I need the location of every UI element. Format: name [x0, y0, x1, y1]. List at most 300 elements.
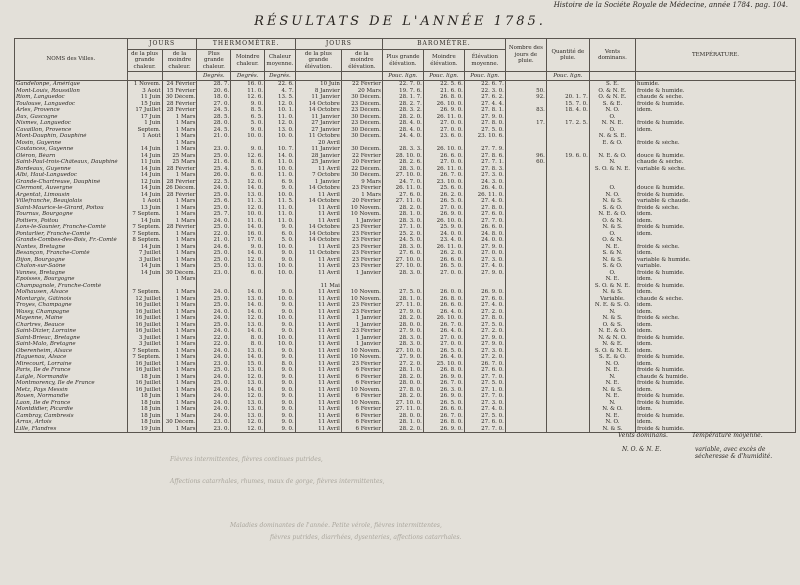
cell-hb: 10 Juin — [295, 81, 341, 88]
cell-pavg: 26. 7. 0. — [464, 361, 505, 368]
cell-pmax: 24. 5. 0. — [382, 237, 423, 244]
cell-lb: 20 Février — [341, 159, 382, 166]
cell-min: 13. 0. — [231, 263, 265, 270]
cell-cold: 1 Mars — [162, 263, 197, 270]
header-jours-elevation: de la plus grande élévation. — [295, 50, 341, 72]
cell-pmax: 28. 2. 0. — [382, 114, 423, 121]
cell-lb: 6 Février — [341, 367, 382, 374]
header-barometre: BAROMÈTRE. — [382, 39, 505, 50]
cell-max: 25. 7. — [197, 211, 231, 218]
cell-max: 24. 0. — [197, 348, 231, 355]
cell-min: 8. 0. — [231, 335, 265, 342]
cell-qty: 18. 4. 0. — [546, 107, 589, 114]
cell-temp: chaude & humide. — [636, 374, 796, 381]
cell-cold: 1 Mars — [162, 198, 197, 205]
cell-temp: variable & sèche. — [636, 166, 796, 173]
cell-hot: 16 Juillet — [127, 387, 162, 394]
cell-city: Mont-Louis, Roussillon — [15, 88, 128, 95]
cell-temp: variable & humide. — [636, 257, 796, 264]
cell-hot: 14 Juin — [127, 172, 162, 179]
cell-hb: 8 Janvier — [295, 88, 341, 95]
cell-wind: N. — [589, 309, 635, 316]
cell-city: Montmorency, Île de France — [15, 380, 128, 387]
cell-max: 24. 0. — [197, 185, 231, 192]
cell-hb: 11 Avril — [295, 406, 341, 413]
cell-hot: 16 Juillet — [127, 315, 162, 322]
cell-hb: 14 Octobre — [295, 231, 341, 238]
cell-temp: idem. — [636, 419, 796, 426]
cell-avg: 13. 5. — [265, 94, 296, 101]
cell-city: Rouen, Normandie — [15, 393, 128, 400]
cell-pmin: 26. 6. 0. — [423, 153, 464, 160]
cell-hb: 28 Janvier — [295, 153, 341, 160]
cell-max: 28. 0. — [197, 120, 231, 127]
cell-pmin: 26. 7. 0. — [423, 380, 464, 387]
cell-city: Champagnole, Franche-Comté — [15, 283, 128, 290]
cell-pavg: 26. 9. 0. — [464, 289, 505, 296]
cell-hb: 11 Mai — [295, 283, 341, 290]
cell-temp: froide & humide. — [636, 224, 796, 231]
cell-cold: 28 Février — [162, 101, 197, 108]
cell-qty: 19. 6. 0. — [546, 153, 589, 160]
cell-pmax: 28. 2. 0. — [382, 205, 423, 212]
cell-pavg: 27. 4. 0. — [464, 263, 505, 270]
cell-max: 27. 0. — [197, 101, 231, 108]
cell-rain: 83. — [505, 107, 546, 114]
header-plus-grande-elevation: Plus grande élévation. — [382, 50, 423, 72]
cell-wind: N. E. — [589, 393, 635, 400]
cell-pavg: 26. 6. 0. — [464, 224, 505, 231]
cell-wind: O. — [589, 270, 635, 277]
cell-lb: 1 Janvier — [341, 315, 382, 322]
cell-hb: 11 Avril — [295, 413, 341, 420]
cell-pmin: 26. 2. 0. — [423, 192, 464, 199]
cell-pmin: 26. 9. 0. — [423, 393, 464, 400]
cell-city: Oberenheim, Alsace — [15, 348, 128, 355]
cell-pavg: 27. 7. 0. — [464, 218, 505, 225]
cell-min: 6. 5. — [231, 114, 265, 121]
cell-pmin: 26. 9. 0. — [423, 107, 464, 114]
cell-hot: 8 Septem. — [127, 237, 162, 244]
cell-wind: N. & S. — [589, 426, 635, 433]
cell-lb: 10 Novem. — [341, 354, 382, 361]
cell-rain: 60. — [505, 159, 546, 166]
cell-temp: variable & chaude. — [636, 198, 796, 205]
cell-pavg: 27. 5. 0. — [464, 380, 505, 387]
cell-pavg: 27. 6. 0. — [464, 367, 505, 374]
cell-pmax: 28. 0. 0. — [382, 380, 423, 387]
cell-hb: 11 Avril — [295, 335, 341, 342]
cell-pmin: 26. 8. 0. — [423, 94, 464, 101]
cell-wind: N. & S. E. — [589, 133, 635, 140]
cell-wind: N. & S. — [589, 387, 635, 394]
cell-rain: 96. — [505, 153, 546, 160]
cell-pmin: 26. 7. 0. — [423, 172, 464, 179]
cell-rain: 17. — [505, 120, 546, 127]
cell-avg: 9. 0. — [265, 413, 296, 420]
cell-min: 12. 0. — [231, 374, 265, 381]
cell-cold: 1 Mars — [162, 231, 197, 238]
cell-avg: 10. 0. — [265, 315, 296, 322]
cell-city: Bordeaux, Guyenne — [15, 166, 128, 173]
cell-cold: 1 Mars — [162, 296, 197, 303]
cell-hot: 16 Juillet — [127, 322, 162, 329]
cell-min: 12. 0. — [231, 419, 265, 426]
cell-hb: 11 Avril — [295, 367, 341, 374]
cell-max: 24. 5. — [197, 127, 231, 134]
cell-cold: 1 Mars — [162, 205, 197, 212]
cell-cold: 28 Février — [162, 107, 197, 114]
cell-city: Mirecourt, Lorraine — [15, 361, 128, 368]
cell-lb: 20 Mars — [341, 88, 382, 95]
cell-lb: 6 Février — [341, 374, 382, 381]
cell-hot: 14 Juin — [127, 146, 162, 153]
table-body — [15, 81, 796, 433]
cell-hb: 11 Avril — [295, 270, 341, 277]
cell-pmin: 26. 11. 0. — [423, 166, 464, 173]
cell-pavg: 27. 3. 0. — [464, 348, 505, 355]
cell-min: 5. 0. — [231, 120, 265, 127]
cell-pmin: 23. 10. 0. — [423, 179, 464, 186]
cell-pavg: 27. 2. 0. — [464, 328, 505, 335]
cell-wind: N. E. & S. O. — [589, 302, 635, 309]
cell-temp: froide & humide. — [636, 120, 796, 127]
cell-temp: froide & humide. — [636, 88, 796, 95]
cell-pmin: 26. 10. 0. — [423, 315, 464, 322]
cell-pmax: 28. 3. 2. — [382, 107, 423, 114]
cell-hb: 11 Avril — [295, 244, 341, 251]
cell-city: Vannes, Bretagne — [15, 270, 128, 277]
cell-temp: froide & humide. — [636, 283, 796, 290]
cell-max: 24. 0. — [197, 413, 231, 420]
cell-pavg: 27. 8. 3. — [464, 166, 505, 173]
faded-text-line: fièvres putrides, diarrhées, dysenteries, affections catarrhales. — [270, 534, 462, 541]
cell-pavg: 27. 6. 0. — [464, 211, 505, 218]
cell-pmin: 26. 6. 0. — [423, 406, 464, 413]
cell-avg: 9. 0. — [265, 257, 296, 264]
cell-temp: idem. — [636, 348, 796, 355]
cell-hb: 7 Octobre — [295, 172, 341, 179]
cell-pavg: 27. 5. 0. — [464, 413, 505, 420]
cell-avg: 10. 1. — [265, 107, 296, 114]
cell-wind: S. E. — [589, 81, 635, 88]
cell-cold: 1 Mars — [162, 341, 197, 348]
cell-avg: 14. 0. — [265, 153, 296, 160]
cell-avg: 6. 0. — [265, 231, 296, 238]
cell-hb: 14 Octobre — [295, 101, 341, 108]
cell-hot: 16 Juillet — [127, 367, 162, 374]
cell-avg: 9. 0. — [265, 367, 296, 374]
cell-temp: froide & sèche. — [636, 205, 796, 212]
cell-min: 9. 0. — [231, 244, 265, 251]
cell-avg: 12. 0. — [265, 101, 296, 108]
results-table — [14, 38, 796, 433]
cell-city: Saint-Malo, Bretagne — [15, 341, 128, 348]
cell-pmax: 28. 0. 0. — [382, 322, 423, 329]
cell-pmax: 28. 3. 0. — [382, 341, 423, 348]
cell-cold: 26 Décem. — [162, 185, 197, 192]
cell-pmin: 23. 6. 0. — [423, 133, 464, 140]
cell-max: 21. 0. — [197, 133, 231, 140]
cell-min: 13. 0. — [231, 296, 265, 303]
cell-avg: 9. 0. — [265, 354, 296, 361]
cell-lb: 10 Novem. — [341, 400, 382, 407]
cell-avg: 11. 0. — [265, 114, 296, 121]
cell-pmax: 27. 10. 0. — [382, 263, 423, 270]
cell-max: 21. 0. — [197, 237, 231, 244]
cell-city: Montdidier, Picardie — [15, 406, 128, 413]
cell-hot: 16 Juillet — [127, 361, 162, 368]
cell-lb: 1 Janvier — [341, 341, 382, 348]
cell-cold: 1 Mars — [162, 276, 197, 283]
cell-hb: 11 Avril — [295, 341, 341, 348]
cell-wind: S. & O. — [589, 205, 635, 212]
cell-min: 5. 0. — [231, 166, 265, 173]
cell-hb: 11 Octobre — [295, 250, 341, 257]
cell-hot: 13 Juin — [127, 205, 162, 212]
cell-pavg: 27. 9. 0. — [464, 270, 505, 277]
cell-temp: douce & humide. — [636, 153, 796, 160]
cell-city: Mayenne, Maine — [15, 315, 128, 322]
cell-avg: 11. 0. — [265, 218, 296, 225]
cell-lb: 10 Novem. — [341, 348, 382, 355]
cell-pmax: 27. 10. 0. — [382, 172, 423, 179]
cell-avg: 9. 0. — [265, 328, 296, 335]
cell-lb: 23 Février — [341, 250, 382, 257]
header-jours: JOURS — [127, 39, 197, 50]
cell-hb: 11 Avril — [295, 380, 341, 387]
cell-cold: 1 Mars — [162, 328, 197, 335]
cell-temp: froide & sèche. — [636, 140, 796, 147]
cell-min: 11. 3. — [231, 198, 265, 205]
cell-hot: 1 Novem. — [127, 81, 162, 88]
cell-hot: 14 Juin — [127, 153, 162, 160]
cell-max: 25. 0. — [197, 380, 231, 387]
cell-pavg: 27. 3. 0. — [464, 400, 505, 407]
cell-cold: 1 Mars — [162, 127, 197, 134]
cell-avg: 11. 0. — [265, 211, 296, 218]
cell-pmax: 26. 11. 0. — [382, 185, 423, 192]
cell-lb: 23 Décem. — [341, 120, 382, 127]
cell-lb: 30 Décem. — [341, 146, 382, 153]
cell-pmin: 26. 6. 0. — [423, 302, 464, 309]
cell-hot: 17 Juillet — [127, 107, 162, 114]
cell-pavg: 24. 3. 0. — [464, 179, 505, 186]
cell-pmin: 26. 10. 0. — [423, 101, 464, 108]
cell-min: 11. 0. — [231, 88, 265, 95]
cell-temp: idem. — [636, 341, 796, 348]
cell-lb: 10 Novem. — [341, 205, 382, 212]
cell-max: 24. 0. — [197, 387, 231, 394]
cell-hot: 15 Juin — [127, 101, 162, 108]
cell-lb: 6 Février — [341, 393, 382, 400]
cell-city: Grande-Chartreuse, Dauphiné — [15, 179, 128, 186]
cell-cold: 1 Mars — [162, 133, 197, 140]
cell-temp: froide & humide. — [636, 335, 796, 342]
cell-pmax: 27. 9. 0. — [382, 354, 423, 361]
cell-pavg: 27. 8. 6. — [464, 153, 505, 160]
cell-lb: 23 Février — [341, 244, 382, 251]
cell-temp: douce & humide. — [636, 185, 796, 192]
cell-lb: 6 Février — [341, 426, 382, 433]
cell-hb: 14 Octobre — [295, 224, 341, 231]
cell-max: 24. 0. — [197, 406, 231, 413]
cell-avg: 22. 6. — [265, 81, 296, 88]
cell-lb: 23 Décem. — [341, 101, 382, 108]
cell-hb: 11 Avril — [295, 419, 341, 426]
cell-hot: 18 Juin — [127, 393, 162, 400]
cell-pavg: 27. 4. 4. — [464, 101, 505, 108]
cell-city: Riom, Languedoc — [15, 94, 128, 101]
cell-pavg: 27. 9. 0. — [464, 341, 505, 348]
cell-max: 25. 6. — [197, 198, 231, 205]
cell-rain: 92. — [505, 94, 546, 101]
cell-city: Albi, Haut-Languedoc — [15, 172, 128, 179]
cell-pavg: 24. 8. 0. — [464, 231, 505, 238]
cell-pmax: 28. 3. 0. — [382, 335, 423, 342]
cell-wind: N. E. & O. — [589, 328, 635, 335]
cell-min: 15. 0. — [231, 361, 265, 368]
cell-avg: 10. 0. — [265, 270, 296, 277]
cell-min: 12. 0. — [231, 315, 265, 322]
cell-hb: 11 Avril — [295, 426, 341, 433]
cell-cold: 30 Décem. — [162, 419, 197, 426]
cell-lb: 30 Décem. — [341, 94, 382, 101]
cell-temp: idem. — [636, 328, 796, 335]
table-row — [15, 81, 796, 88]
cell-temp: froide & humide. — [636, 393, 796, 400]
cell-city: Saint-Dizier, Lorraine — [15, 328, 128, 335]
cell-hot: 1 Août — [127, 133, 162, 140]
cell-wind: N. & O. — [589, 406, 635, 413]
cell-hb: 14 Octobre — [295, 198, 341, 205]
cell-rain: 50. — [505, 88, 546, 95]
cell-hot: 18 Juin — [127, 419, 162, 426]
cell-min: 13. 0. — [231, 348, 265, 355]
cell-qty — [546, 81, 589, 88]
cell-min: 12. 0. — [231, 393, 265, 400]
cell-pmax: 28. 4. 0. — [382, 127, 423, 134]
cell-city: Paris, Île de France — [15, 367, 128, 374]
cell-hot: 1 Juin — [127, 120, 162, 127]
cell-hot: 7 Septem. — [127, 224, 162, 231]
cell-max: 25. 0. — [197, 263, 231, 270]
cell-cold: 1 Mars — [162, 413, 197, 420]
cell-pavg: 27. 5. 0. — [464, 322, 505, 329]
cell-pmin: 25. 10. 0. — [423, 361, 464, 368]
cell-temp: froide & humide. — [636, 380, 796, 387]
cell-avg: 5. 0. — [265, 237, 296, 244]
cell-city: Saint-Brieuc, Bretagne — [15, 335, 128, 342]
cell-hot: Septem. — [127, 127, 162, 134]
cell-pmin: 27. 0. 0. — [423, 120, 464, 127]
cell-cold: 1 Mars — [162, 309, 197, 316]
cell-wind: O. & S. — [589, 322, 635, 329]
cell-city: Chartres, Beauce — [15, 322, 128, 329]
cell-lb: 10 Novem. — [341, 296, 382, 303]
cell-wind: O. — [589, 127, 635, 134]
unit-degres: Degrés. — [265, 72, 296, 81]
cell-city: Lons-le-Saunier, Franche-Comté — [15, 224, 128, 231]
cell-pavg: 27. 6. 2. — [464, 94, 505, 101]
cell-city: Lille, Flandres — [15, 426, 128, 433]
cell-city: Metz, Pays Messin — [15, 387, 128, 394]
header-nombre-pluie: Nombre des jours de pluie. — [505, 39, 546, 72]
table-row — [15, 354, 796, 361]
cell-cold: 1 Mars — [162, 250, 197, 257]
header-plus-grande-chaleur: Plus grande chaleur. — [197, 50, 231, 72]
cell-city: Wassy, Champagne — [15, 309, 128, 316]
cell-max: 25. 0. — [197, 296, 231, 303]
cell-max: 25. 0. — [197, 250, 231, 257]
cell-pavg: 27. 9. 0. — [464, 244, 505, 251]
cell-cold: 1 Mars — [162, 361, 197, 368]
cell-city: Villefranche, Beaujolais — [15, 198, 128, 205]
cell-hb: 11 Avril — [295, 302, 341, 309]
cell-avg: 11. 0. — [265, 205, 296, 212]
cell-pmin: 26. 9. 0. — [423, 374, 464, 381]
cell-temp: chaude & sèche. — [636, 159, 796, 166]
cell-cold: 1 Mars — [162, 289, 197, 296]
cell-temp: froide & humide. — [636, 354, 796, 361]
cell-pmax: 28. 2. 6. — [382, 159, 423, 166]
cell-pmin: 21. 6. 0. — [423, 88, 464, 95]
cell-pmax: 28. 0. 0. — [382, 413, 423, 420]
cell-max: 24. 0. — [197, 400, 231, 407]
cell-hb: 11 Avril — [295, 257, 341, 264]
cell-avg: 9. 0. — [265, 309, 296, 316]
cell-pavg: 26. 11. 0. — [464, 192, 505, 199]
cell-min: 13. 0. — [231, 192, 265, 199]
cell-pavg: 27. 5. 0. — [464, 127, 505, 134]
cell-min: 14. 0. — [231, 387, 265, 394]
cell-city: Pontarlier, Franche-Comté — [15, 231, 128, 238]
cell-qty — [546, 426, 589, 433]
cell-hb: 11 Janvier — [295, 114, 341, 121]
cell-wind: N. O. — [589, 192, 635, 199]
cell-wind: S. O. & N. E. — [589, 283, 635, 290]
cell-hot: 11 Juin — [127, 94, 162, 101]
cell-min: 14. 0. — [231, 328, 265, 335]
cell-max: 24. 0. — [197, 218, 231, 225]
cell-pavg: 27. 7. 0. — [464, 426, 505, 433]
cell-pavg: 22. 6. 7. — [464, 81, 505, 88]
cell-wind: N. E. — [589, 244, 635, 251]
cell-wind: O. & N. E. — [589, 88, 635, 95]
cell-avg: 4. 7. — [265, 88, 296, 95]
cell-temp: froide & humide. — [636, 192, 796, 199]
cell-hb: 11 Avril — [295, 393, 341, 400]
page-title: RÉSULTATS DE L'ANNÉE 1785. — [254, 14, 546, 29]
cell-pmin: 26. 6. 0. — [423, 257, 464, 264]
cell-temp: idem. — [636, 322, 796, 329]
cell-pmax: 28. 3. 3. — [382, 146, 423, 153]
cell-pmax: 28. 2. 0. — [382, 374, 423, 381]
faded-text-line: Fièvres intermittentes, fièvres continues putrides, — [170, 456, 323, 463]
cell-rain — [505, 81, 546, 88]
cell-wind: N. N. E. — [589, 120, 635, 127]
cell-hb: 11 Avril — [295, 374, 341, 381]
cell-pmin: 26. 10. 0. — [423, 146, 464, 153]
cell-avg: 9. 0. — [265, 289, 296, 296]
cell-cold: 15 Février — [162, 88, 197, 95]
cell-hot: 7 Septem. — [127, 211, 162, 218]
cell-temp: idem. — [636, 127, 796, 134]
cell-avg: 13. 0. — [265, 127, 296, 134]
cell-temp: idem. — [636, 250, 796, 257]
cell-hot: 16 Juillet — [127, 309, 162, 316]
cell-pmin: 26. 5. 0. — [423, 198, 464, 205]
